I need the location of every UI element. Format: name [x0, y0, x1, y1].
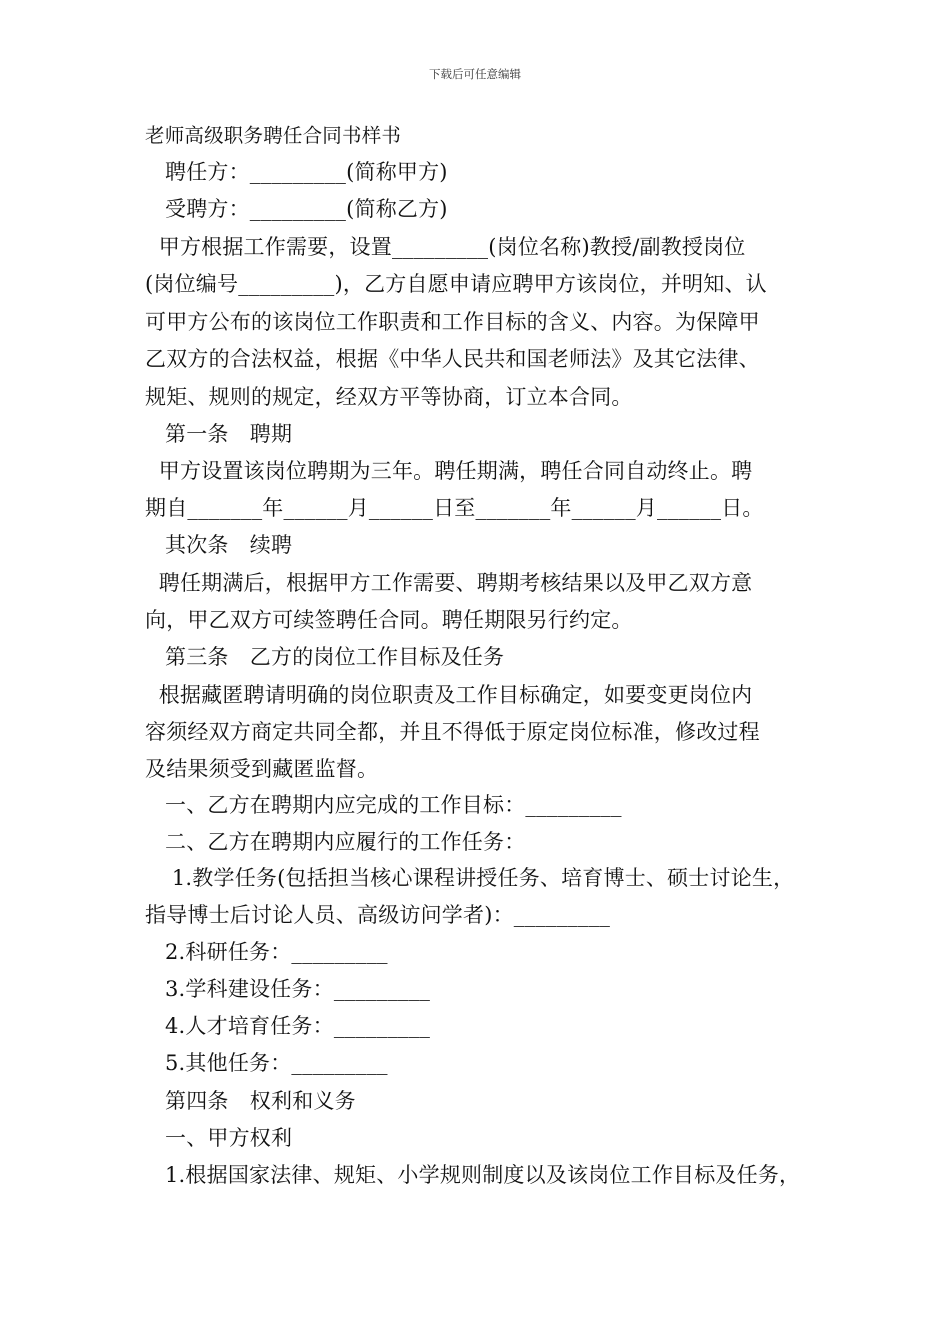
article-heading: 第四条 权利和义务 [165, 1089, 356, 1113]
paragraph-line: 甲方设置该岗位聘期为三年。聘任期满，聘任合同自动终止。聘 [145, 459, 753, 483]
paragraph-line: 甲方根据工作需要，设置_________(岗位名称)教授/副教授岗位 [145, 235, 746, 259]
list-item: 2.科研任务：_________ [165, 940, 388, 964]
paragraph-line: 指导博士后讨论人员、高级访问学者)：_________ [145, 903, 611, 927]
article-heading: 第一条 聘期 [165, 422, 293, 446]
paragraph-line: (岗位编号_________)，乙方自愿申请应聘甲方该岗位，并明知、认 [145, 272, 767, 296]
paragraph-line: 向，甲乙双方可续签聘任合同。聘任期限另行约定。 [145, 608, 633, 632]
article-heading: 第三条 乙方的岗位工作目标及任务 [165, 645, 505, 669]
paragraph-line: 乙双方的合法权益，根据《中华人民共和国老师法》及其它法律、 [145, 347, 760, 371]
list-item: 5.其他任务：_________ [165, 1051, 388, 1075]
paragraph-line: 可甲方公布的该岗位工作职责和工作目标的含义、内容。为保障甲 [145, 310, 760, 334]
document-title: 老师高级职务聘任合同书样书 [145, 124, 402, 147]
paragraph-line: 规矩、规则的规定，经双方平等协商，订立本合同。 [145, 385, 633, 409]
paragraph-line: 及结果须受到藏匿监督。 [145, 757, 379, 781]
employee-line: 受聘方：_________(简称乙方) [165, 197, 448, 221]
list-item: 一、乙方在聘期内应完成的工作目标：_________ [165, 793, 622, 817]
paragraph-line: 容须经双方商定共同全都，并且不得低于原定岗位标准，修改过程 [145, 720, 760, 744]
list-item: 1.教学任务(包括担当核心课程讲授任务、培育博士、硕士讨论生， [165, 866, 795, 890]
paragraph-line: 期自_______年______月______日至_______年______月______日。 [145, 496, 764, 520]
list-item: 3.学科建设任务：_________ [165, 977, 431, 1001]
page-header: 下载后可任意编辑 [429, 67, 521, 81]
paragraph-line: 根据藏匿聘请明确的岗位职责及工作目标确定，如要变更岗位内 [145, 683, 753, 707]
section-heading: 一、甲方权利 [165, 1126, 293, 1150]
paragraph-line: 聘任期满后，根据甲方工作需要、聘期考核结果以及甲乙双方意 [145, 571, 753, 595]
article-heading: 其次条 续聘 [165, 533, 293, 557]
employer-line: 聘任方：_________(简称甲方) [165, 160, 448, 184]
list-item: 二、乙方在聘期内应履行的工作任务： [165, 830, 526, 854]
list-item: 1.根据国家法律、规矩、小学规则制度以及该岗位工作目标及任务， [165, 1163, 801, 1187]
list-item: 4.人才培育任务：_________ [165, 1014, 431, 1038]
